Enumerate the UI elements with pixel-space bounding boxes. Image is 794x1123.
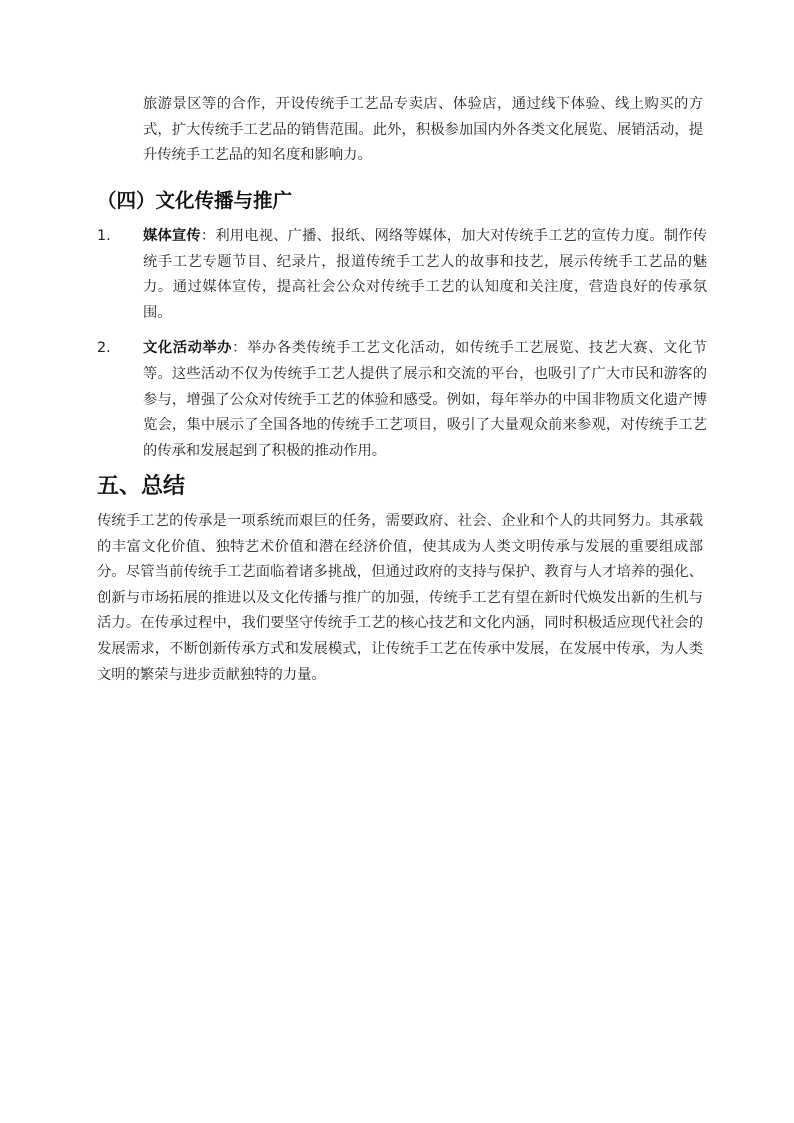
- list-item-media: [97, 224, 707, 326]
- summary-paragraph: 传统手工艺的传承是一项系统而艰巨的任务，需要政府、社会、企业和个人的共同努力。其承载的丰富文化价值、独特艺术价值和潜在经济价值，使其成为人类文明传承与发展的重要组成部分。尽管当前传统手工艺面临着诸多挑战，但通过政府的支持与保护、教育与人才培养的强化、创新与市场拓展的推进以及文化传播与推广的加强，传统手工艺有望在新时代焕发出新的生机与活力。在传承过程中，我们要坚守传统手工艺的核心技艺和文化内涵，同时积极适应现代社会的发展需求，不断创新传承方式和发展模式，让传统手工艺在传承中发展，在发展中传承，为人类文明的繁荣与进步贡献独特的力量。: [97, 513, 703, 683]
- list-number: 1.: [97, 228, 111, 244]
- list-item-text: ：举办各类传统手工艺文化活动，如传统手工艺展览、技艺大赛、文化节等。这些活动不仅为传统手工艺人提供了展示和交流的平台，也吸引了广大市民和游客的参与，增强了公众对传统手工艺的体验和感受。例如，每年举办的中国非物质文化遗产博览会，集中展示了全国各地的传统手工艺项目，吸引了大量观众前来参观，对传统手工艺的传承和发展起到了积极的推动作用。: [143, 340, 707, 459]
- list-number: 2.: [97, 340, 111, 357]
- section-heading-summary: 五、总结: [97, 474, 186, 499]
- promotion-list: [97, 224, 707, 474]
- list-item-activities: [97, 336, 707, 464]
- list-item-text: ：利用电视、广播、报纸、网络等媒体，加大对传统手工艺的宣传力度。制作传统手工艺专题节目、纪录片，报道传统手工艺人的故事和技艺，展示传统手工艺品的魅力。通过媒体宣传，提高社会公众对传统手工艺的认知度和关注度，营造良好的传承氛围。: [143, 228, 708, 321]
- continuation-paragraph: 旅游景区等的合作，开设传统手工艺品专卖店、体验店，通过线下体验、线上购买的方式，扩大传统手工艺品的销售范围。此外，积极参加国内外各类文化展览、展销活动，提升传统手工艺品的知名度和影响力。: [143, 96, 703, 164]
- section-heading-culture-promotion: （四）文化传播与推广: [97, 189, 293, 212]
- list-item-lead: 媒体宣传: [143, 228, 201, 244]
- list-item-lead: 文化活动举办: [143, 340, 233, 357]
